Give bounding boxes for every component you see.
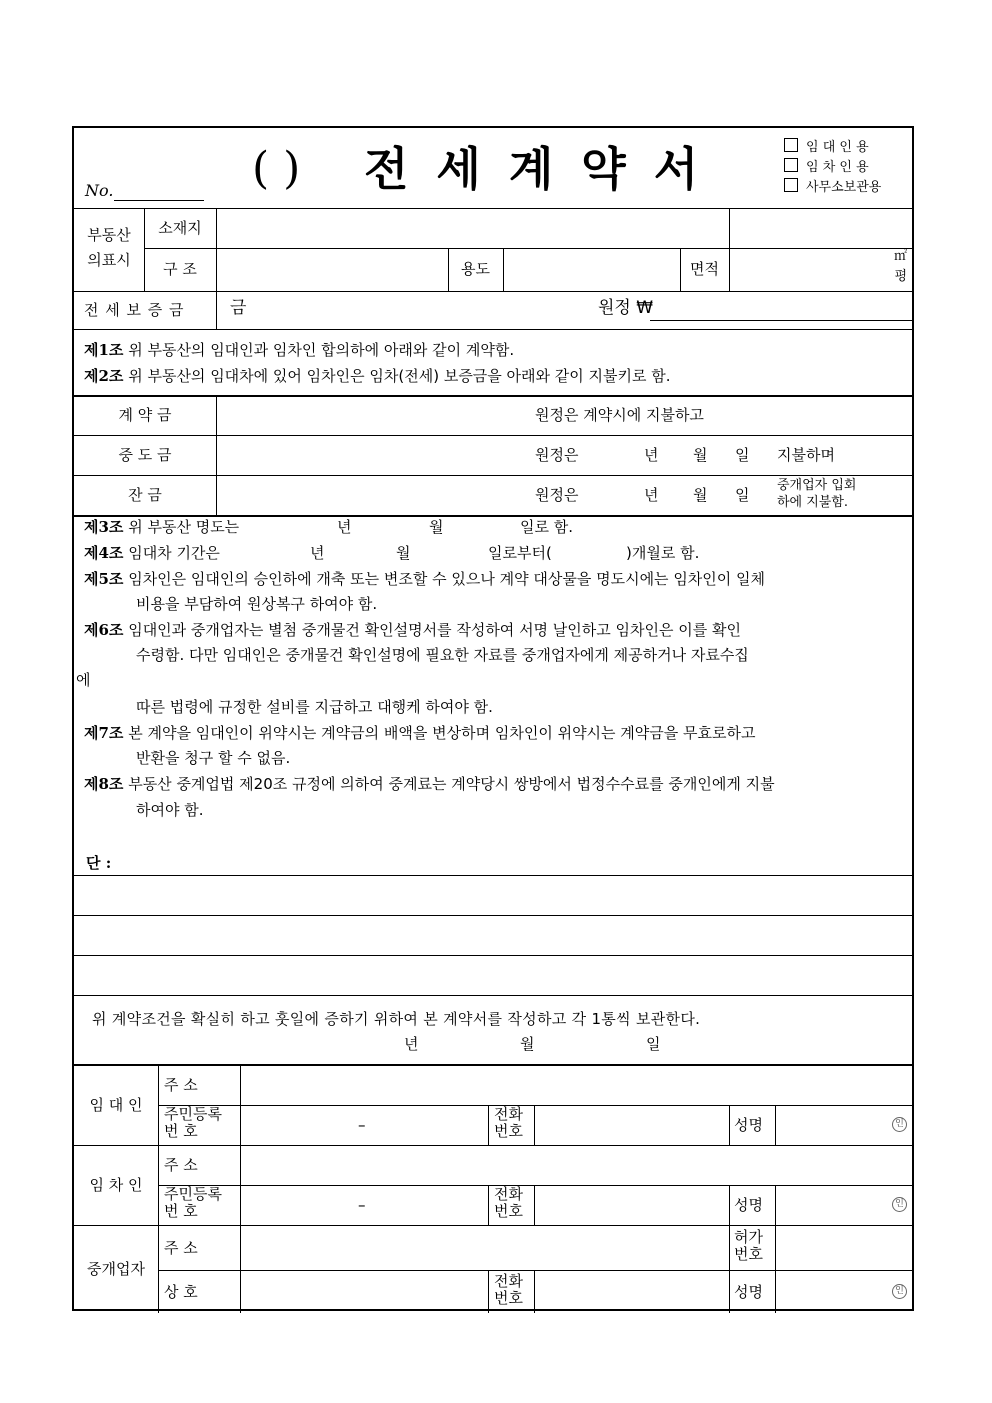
divider	[216, 395, 217, 515]
article-6-line2: 수령함. 다만 임대인은 중개물건 확인설명에 필요한 자료를 중개업자에게 제공하거나 자료수집	[136, 646, 749, 664]
balance-label: 잔 금	[128, 486, 162, 504]
lessor-seal-icon: 인	[892, 1117, 907, 1132]
divider	[503, 248, 504, 291]
lessor-rrn-label: 번 호	[164, 1122, 198, 1140]
lessee-address-label: 주 소	[164, 1156, 198, 1174]
interim-month: 월	[693, 446, 708, 464]
divider	[74, 1064, 912, 1066]
article-8-line2: 하여야 함.	[136, 801, 204, 819]
agent-name-label: 성명	[734, 1283, 763, 1301]
divider	[729, 1225, 730, 1313]
divider	[74, 995, 912, 996]
closing-day: 일	[646, 1035, 661, 1053]
lessee-rrn-label: 번 호	[164, 1202, 198, 1220]
lessee-seal-icon: 인	[892, 1197, 907, 1212]
divider	[534, 1270, 535, 1313]
divider	[729, 1105, 730, 1145]
deposit-amount-line	[650, 320, 912, 321]
divider	[74, 475, 912, 476]
deposit-label: 전 세 보 증 금	[84, 301, 185, 319]
agent-license-label: 허가	[734, 1228, 763, 1246]
property-label: 부동산	[87, 226, 131, 244]
article-2: 제2조 위 부동산의 임대차에 있어 임차인은 임차(전세) 보증금을 아래와 같이 지불키로 함.	[84, 367, 671, 385]
agent-phone-label: 번호	[494, 1289, 523, 1307]
divider	[216, 208, 217, 329]
article-7-line2: 반환을 청구 할 수 없음.	[136, 749, 291, 767]
article-4: 제4조 임대차 기간은	[84, 544, 220, 562]
article-6-line4: 따른 법령에 규정한 설비를 지급하고 대행케 하여야 함.	[136, 698, 493, 716]
balance-note: 하에 지불함.	[777, 495, 849, 510]
article-5: 제5조 임차인은 임대인의 승인하에 개축 또는 변조할 수 있으나 계약 대상물을 명도시에는 임차인이 일체	[84, 570, 766, 588]
divider	[144, 248, 912, 249]
contract-deposit-text: 원정은 계약시에 지불하고	[535, 406, 704, 424]
divider	[74, 395, 912, 397]
agent-address-label: 주 소	[164, 1239, 198, 1257]
balance-year: 년	[644, 486, 659, 504]
property-label: 의표시	[87, 251, 131, 269]
lessor-phone-label: 번호	[494, 1122, 523, 1140]
article-5-line2: 비용을 부담하여 원상복구 하여야 함.	[136, 595, 378, 613]
doc-number-label: No.	[85, 181, 114, 200]
article-8: 제8조 부동산 중계업법 제20조 규정에 의하여 중계료는 계약당시 쌍방에서 법정수수료를 중개인에게 지불	[84, 775, 775, 793]
doc-number-line	[114, 200, 204, 201]
closing-year: 년	[404, 1035, 419, 1053]
checkbox-icon	[784, 138, 798, 152]
closing-month: 월	[520, 1035, 535, 1053]
lessor-phone-label: 전화	[494, 1105, 523, 1123]
page-title: 전세계약서	[364, 142, 727, 196]
divider	[74, 1145, 912, 1146]
interim-payment-label: 중 도 금	[118, 446, 172, 464]
article-4-year: 년	[310, 544, 325, 562]
divider	[488, 1270, 489, 1313]
divider	[488, 1185, 489, 1225]
article-6-line3: 에	[76, 671, 91, 689]
balance-day: 일	[735, 486, 750, 504]
divider	[74, 435, 912, 436]
divider	[240, 1064, 241, 1313]
balance-note: 중개업자 입회	[777, 478, 857, 493]
article-3: 제3조 위 부동산 명도는	[84, 518, 240, 536]
contract-deposit-label: 계 약 금	[118, 406, 172, 424]
divider	[729, 1185, 730, 1225]
special-terms-label: 단 :	[86, 854, 112, 872]
article-4-tail: 일로부터(	[488, 544, 552, 562]
article-3-tail: 일로 함.	[520, 518, 574, 536]
closing-statement: 위 계약조건을 확실히 하고 훗일에 증하기 위하여 본 계약서를 작성하고 각 1통씩 보관한다.	[92, 1010, 701, 1028]
agent-license-label: 번호	[734, 1245, 763, 1263]
location-label: 소재지	[158, 219, 202, 237]
checkbox-icon	[784, 158, 798, 172]
divider	[775, 1105, 776, 1145]
article-4-month: 월	[396, 544, 411, 562]
divider	[158, 1270, 912, 1271]
use-label: 용도	[461, 260, 490, 278]
divider	[158, 1185, 912, 1186]
article-1: 제1조 위 부동산의 임대인과 임차인 합의하에 아래와 같이 계약함.	[84, 341, 515, 359]
lessor-rrn-label: 주민등록	[164, 1105, 222, 1123]
divider	[534, 1185, 535, 1225]
lessee-label: 임 차 인	[89, 1176, 143, 1194]
area-label: 면적	[690, 260, 719, 278]
special-terms-line[interactable]	[74, 915, 912, 916]
structure-label: 구 조	[163, 260, 197, 278]
contract-form	[72, 126, 914, 1311]
divider	[74, 1225, 912, 1226]
article-3-month: 월	[429, 518, 444, 536]
lessee-phone-label: 전화	[494, 1185, 523, 1203]
checkbox-lessor-copy[interactable]: 임 대 인 용	[784, 138, 869, 155]
divider	[74, 291, 912, 292]
interim-note: 지불하며	[777, 446, 835, 464]
unit-pyeong: 평	[894, 269, 907, 284]
divider	[158, 1064, 159, 1313]
agent-seal-icon: 인	[892, 1284, 907, 1299]
unit-m2: ㎡	[893, 249, 907, 264]
divider	[534, 1105, 535, 1145]
interim-day: 일	[735, 446, 750, 464]
lessor-name-label: 성명	[734, 1116, 763, 1134]
deposit-won-label: 원정 ₩	[598, 298, 654, 318]
interim-won: 원정은	[535, 446, 579, 464]
interim-year: 년	[644, 446, 659, 464]
lessor-address-label: 주 소	[164, 1076, 198, 1094]
special-terms-line[interactable]	[74, 875, 912, 876]
checkbox-lessee-copy[interactable]: 임 차 인 용	[784, 158, 869, 175]
balance-month: 월	[693, 486, 708, 504]
title-parens: ( )	[252, 143, 301, 194]
lessee-phone-label: 번호	[494, 1202, 523, 1220]
article-3-year: 년	[337, 518, 352, 536]
divider	[729, 208, 730, 291]
balance-won: 원정은	[535, 486, 579, 504]
agent-company-label: 상 호	[164, 1283, 198, 1301]
agent-label: 중개업자	[87, 1260, 145, 1278]
divider	[488, 1105, 489, 1145]
divider	[74, 515, 912, 517]
divider	[74, 329, 912, 330]
divider	[74, 208, 912, 209]
special-terms-line[interactable]	[74, 955, 912, 956]
agent-phone-label: 전화	[494, 1272, 523, 1290]
divider	[775, 1185, 776, 1225]
article-4-tail2: )개월로 함.	[626, 544, 700, 562]
lessor-rrn-dash: –	[358, 1116, 366, 1134]
lessor-label: 임 대 인	[89, 1096, 143, 1114]
checkbox-icon	[784, 178, 798, 192]
article-6: 제6조 임대인과 중개업자는 별첨 중개물건 확인설명서를 작성하여 서명 날인하고 임차인은 이를 확인	[84, 621, 741, 639]
divider	[775, 1225, 776, 1313]
deposit-prefix: 금	[230, 298, 247, 318]
divider	[158, 1105, 912, 1106]
checkbox-office-copy[interactable]: 사무소보관용	[784, 178, 881, 195]
article-7: 제7조 본 계약을 임대인이 위약시는 계약금의 배액을 변상하며 임차인이 위약시는 계약금을 무효로하고	[84, 724, 756, 742]
lessee-rrn-dash: –	[358, 1196, 366, 1214]
lessee-rrn-label: 주민등록	[164, 1185, 222, 1203]
lessee-name-label: 성명	[734, 1196, 763, 1214]
